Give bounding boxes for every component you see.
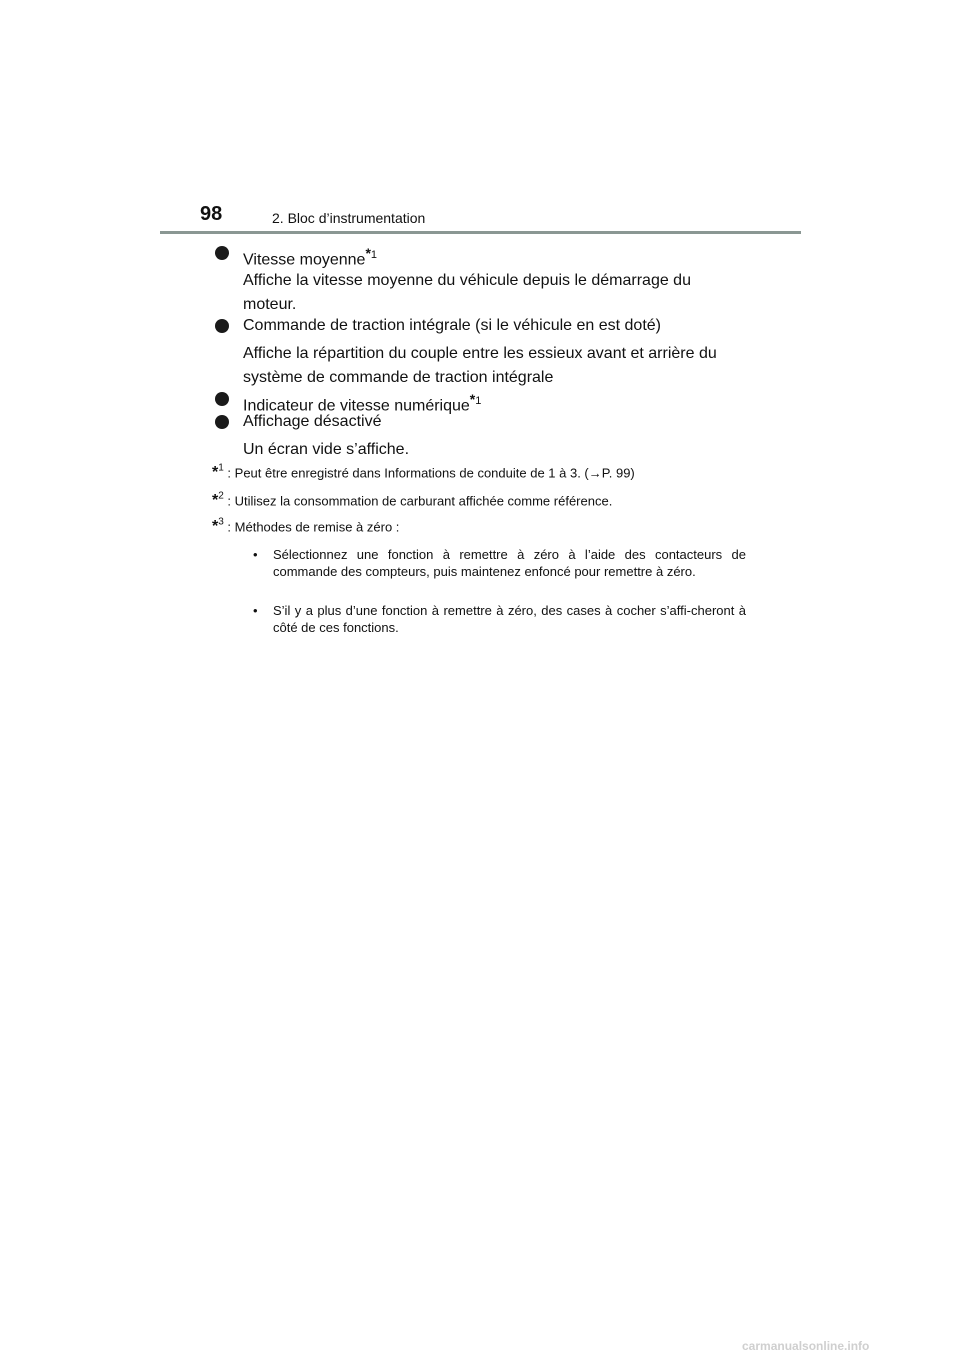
sub-item-text: S’il y a plus d’une fonction à remettre à zéro, des cases à cocher s’affi-cheront à côté de ces fonctions. — [273, 603, 746, 635]
sub-list-item — [253, 602, 746, 636]
description-line: Un écran vide s’affiche. — [243, 441, 410, 458]
footnote-mark: * — [212, 464, 219, 482]
section-title: 2. Bloc d’instrumentation — [272, 210, 426, 226]
sub-bullet: • — [253, 603, 258, 618]
footnote — [212, 463, 635, 482]
footnote — [212, 491, 612, 510]
description-line: moteur. — [243, 296, 297, 313]
bullet-icon — [215, 415, 229, 429]
description-line: système de commande de traction intégrale — [243, 369, 554, 386]
footnote-text: : Méthodes de remise à zéro : — [227, 519, 400, 535]
item-label: Indicateur de vitesse numérique — [243, 397, 470, 415]
bullet-icon — [215, 392, 229, 406]
footnote-number: 1 — [475, 395, 482, 407]
footnote-mark: * — [212, 492, 219, 510]
item-description — [243, 438, 745, 462]
footnote — [212, 517, 399, 536]
footnote-number: 2 — [218, 491, 224, 502]
description-line: Affiche la vitesse moyenne du véhicule depuis le démarrage du — [243, 272, 691, 289]
sub-list-item — [253, 546, 746, 580]
bullet-icon — [215, 319, 229, 333]
header-divider — [160, 231, 801, 234]
item-label: Affichage désactivé — [243, 413, 382, 430]
footnote-number: 1 — [218, 463, 224, 474]
sub-item-text: Sélectionnez une fonction à remettre à zéro à l’aide des contacteurs de commande des compteurs, puis maintenez enfoncé pour remettre à zéro. — [273, 547, 746, 579]
description-line: Affiche la répartition du couple entre les essieux avant et arrière du — [243, 345, 717, 362]
item-description — [243, 342, 745, 390]
bullet-icon — [215, 246, 229, 260]
footnote-mark: * — [469, 391, 476, 407]
footnote-text: : Peut être enregistré dans Informations de conduite de 1 à 3. (→P. 99) — [227, 465, 635, 481]
item-label: Commande de traction intégrale (si le véhicule en est doté) — [243, 317, 661, 334]
footnote-number: 3 — [218, 517, 224, 528]
page-number: 98 — [200, 203, 223, 225]
sub-bullet: • — [253, 547, 258, 562]
item-description — [243, 269, 745, 317]
footnote-mark: * — [212, 518, 219, 536]
item-label: Vitesse moyenne — [243, 251, 366, 269]
footnote-number: 1 — [370, 249, 378, 261]
watermark: carmanualsonline.info — [742, 1339, 870, 1353]
footnote-mark: * — [365, 245, 371, 261]
footnote-text: : Utilisez la consommation de carburant affichée comme référence. — [227, 493, 613, 509]
